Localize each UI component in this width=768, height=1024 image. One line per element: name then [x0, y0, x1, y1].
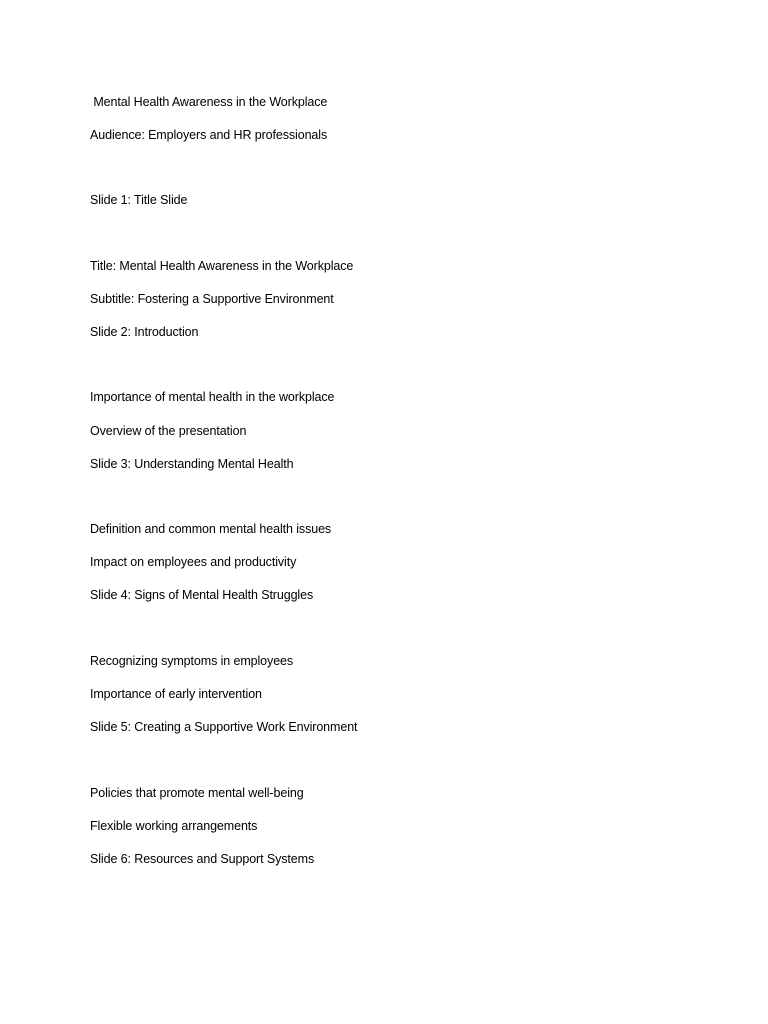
slide-1-title-line: Title: Mental Health Awareness in the Workplace: [90, 259, 354, 273]
slide-3-heading: Slide 3: Understanding Mental Health: [90, 457, 294, 471]
slide-2-point-2: Overview of the presentation: [90, 424, 247, 438]
slide-2-heading: Slide 2: Introduction: [90, 325, 199, 339]
slide-1-heading: Slide 1: Title Slide: [90, 193, 188, 207]
slide-5-point-2: Flexible working arrangements: [90, 819, 258, 833]
slide-4-heading: Slide 4: Signs of Mental Health Struggles: [90, 588, 314, 602]
slide-4-point-2: Importance of early intervention: [90, 687, 262, 701]
audience-line: Audience: Employers and HR professionals: [90, 128, 328, 142]
slide-3-point-2: Impact on employees and productivity: [90, 555, 297, 569]
slide-2-point-1: Importance of mental health in the workplace: [90, 390, 335, 404]
slide-6-heading: Slide 6: Resources and Support Systems: [90, 852, 315, 866]
slide-4-point-1: Recognizing symptoms in employees: [90, 654, 294, 668]
slide-3-point-1: Definition and common mental health issues: [90, 522, 332, 536]
slide-5-point-1: Policies that promote mental well-being: [90, 786, 304, 800]
document-title: Mental Health Awareness in the Workplace: [90, 95, 328, 109]
slide-1-subtitle-line: Subtitle: Fostering a Supportive Environment: [90, 292, 334, 306]
slide-5-heading: Slide 5: Creating a Supportive Work Environment: [90, 720, 358, 734]
